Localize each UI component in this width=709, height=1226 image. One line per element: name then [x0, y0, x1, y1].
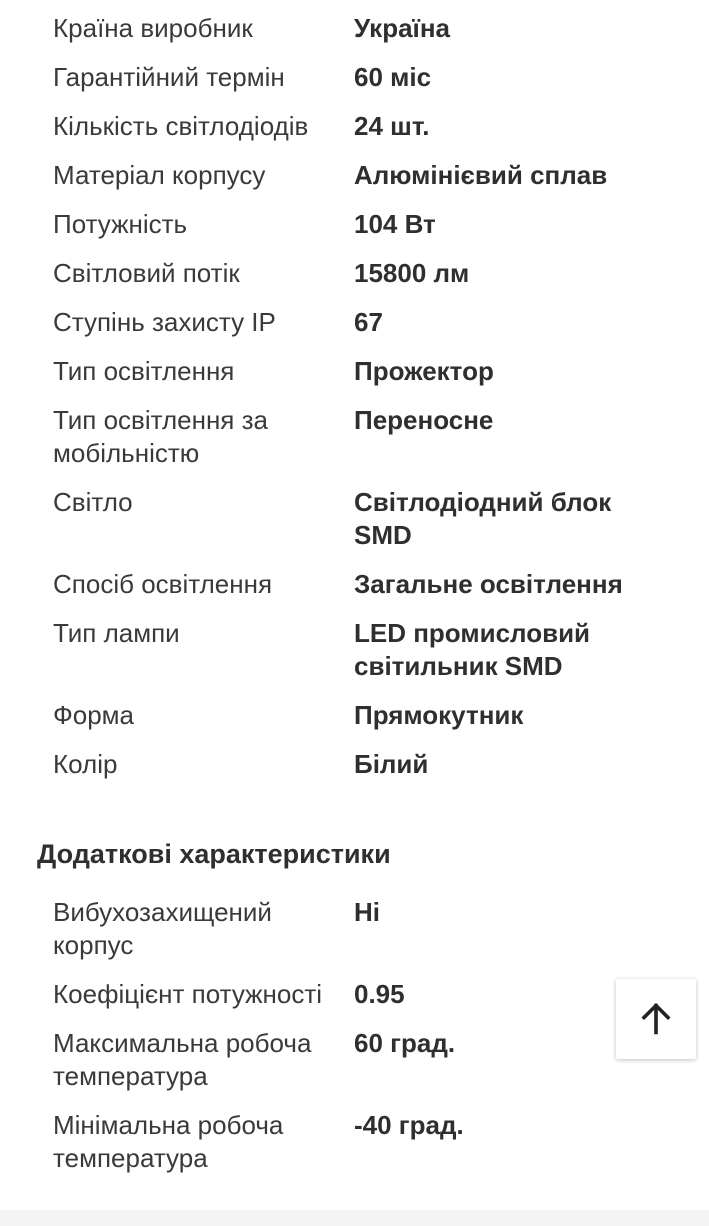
- spec-row-luminous-flux: [0, 257, 709, 306]
- spec-label: Колір: [53, 749, 118, 779]
- spec-value: 67: [354, 307, 383, 337]
- spec-label: Світловий потік: [53, 258, 240, 288]
- spec-label: Коефіцієнт потужності: [53, 979, 323, 1009]
- spec-value: -40 град.: [354, 1110, 464, 1140]
- spec-label: Потужність: [53, 209, 188, 239]
- spec-row-max-temperature: [0, 1027, 709, 1109]
- spec-row-shape: [0, 699, 709, 748]
- spec-row-color: [0, 748, 709, 797]
- spec-value: 15800 лм: [354, 258, 470, 288]
- additional-specs-list: [0, 896, 709, 1191]
- spec-row-power: [0, 208, 709, 257]
- spec-row-lighting-type: [0, 355, 709, 404]
- spec-row-lamp-type: [0, 617, 709, 699]
- main-specs-list: [0, 12, 709, 797]
- spec-value: 104 Вт: [354, 209, 436, 239]
- spec-row-mobility: [0, 404, 709, 486]
- spec-label: Ступінь захисту IP: [53, 307, 276, 337]
- spec-row-country: [0, 12, 709, 61]
- spec-value: Прожектор: [354, 356, 494, 386]
- spec-label: Країна виробник: [53, 13, 253, 43]
- spec-label: Гарантійний термін: [53, 62, 285, 92]
- spec-label: Тип освітлення за мобільністю: [53, 405, 268, 468]
- spec-value: Світлодіодний блок SMD: [354, 487, 612, 550]
- spec-row-warranty: [0, 61, 709, 110]
- spec-row-power-factor: [0, 978, 709, 1027]
- spec-value: LED промисловий світильник SMD: [354, 618, 591, 681]
- spec-row-explosion-proof: [0, 896, 709, 978]
- spec-row-led-count: [0, 110, 709, 159]
- spec-value: Білий: [354, 749, 429, 779]
- spec-label: Максимальна робоча температура: [53, 1028, 312, 1091]
- spec-label: Мінімальна робоча температура: [53, 1110, 284, 1173]
- arrow-up-icon: [638, 1001, 674, 1037]
- spec-row-light: [0, 486, 709, 568]
- spec-value: 24 шт.: [354, 111, 430, 141]
- spec-label: Тип лампи: [53, 618, 180, 648]
- spec-value: Прямокутник: [354, 700, 524, 730]
- spec-label: Вибухозахищений корпус: [53, 897, 272, 960]
- spec-label: Тип освітлення: [53, 356, 235, 386]
- spec-value: 60 град.: [354, 1028, 456, 1058]
- spec-value: Україна: [354, 13, 451, 43]
- spec-value: 0.95: [354, 979, 405, 1009]
- scroll-to-top-button[interactable]: [616, 979, 696, 1059]
- spec-label: Світло: [53, 487, 133, 517]
- spec-label: Спосіб освітлення: [53, 569, 273, 599]
- spec-value: Загальне освітлення: [354, 569, 623, 599]
- spec-row-lighting-method: [0, 568, 709, 617]
- spec-label: Форма: [53, 700, 135, 730]
- spec-value: Ні: [354, 897, 380, 927]
- spec-row-ip-rating: [0, 306, 709, 355]
- spec-value: 60 міс: [354, 62, 432, 92]
- spec-value: Алюмінієвий сплав: [354, 160, 608, 190]
- spec-row-min-temperature: [0, 1109, 709, 1191]
- spec-label: Кількість світлодіодів: [53, 111, 309, 141]
- spec-value: Переносне: [354, 405, 494, 435]
- spec-label: Матеріал корпусу: [53, 160, 266, 190]
- additional-specs-heading: Додаткові характеристики: [37, 839, 391, 869]
- spec-row-body-material: [0, 159, 709, 208]
